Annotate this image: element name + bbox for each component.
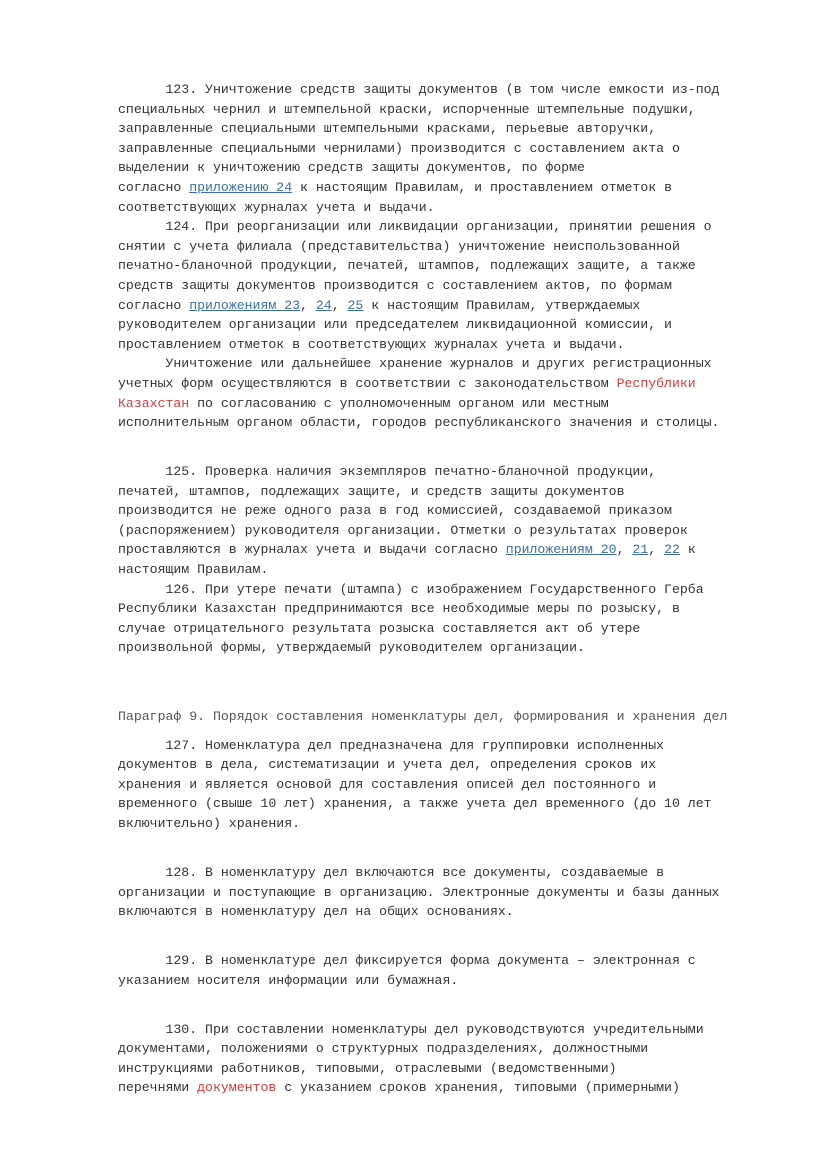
- text-line: исполнительным органом области, городов республиканского значения и столицы.: [118, 415, 720, 431]
- text-line: включительно) хранения.: [118, 815, 301, 831]
- text-fragment: к: [679, 542, 696, 558]
- text-line: документами, положениями о структурных подразделениях, должностными: [118, 1041, 649, 1057]
- text-fragment: к настоящим Правилам, утверждаемых: [363, 297, 641, 313]
- text-line: указанием носителя информации или бумажная.: [118, 972, 459, 988]
- spacer: [118, 433, 778, 462]
- text-line: средств защиты документов производится с составлением актов, по формам: [118, 277, 672, 293]
- text-fragment: перечнями: [118, 1080, 198, 1096]
- text-fragment: согласно: [118, 297, 190, 313]
- link-appendix-20[interactable]: приложениям 20: [505, 542, 617, 558]
- text-fragment: к настоящим Правилам, и проставлением отметок в: [292, 179, 672, 195]
- text-line: заправленные специальными чернилами) производится с составлением акта о: [118, 140, 680, 156]
- text-line: включаются в номенклатуру дел на общих основаниях.: [118, 904, 514, 920]
- text-line: выделении к уничтожению средств защиты документов, по форме: [118, 160, 585, 176]
- separator: ,: [300, 297, 316, 313]
- paragraph-126: [118, 580, 778, 658]
- separator: ,: [648, 542, 665, 558]
- text-line: произвольной формы, утверждаемый руководителем организации.: [118, 640, 585, 656]
- paragraph-128: [118, 863, 778, 922]
- text-line: документов в дела, систематизации и учета дел, определения сроков их: [118, 757, 657, 773]
- text-line: 126. При утере печати (штампа) с изображением Государственного Герба: [118, 581, 704, 597]
- separator: ,: [616, 542, 633, 558]
- link-appendix-21[interactable]: 21: [632, 542, 649, 558]
- text-line: настоящим Правилам.: [118, 562, 269, 578]
- spacer: [118, 922, 778, 951]
- text-line: руководителем организации или председателем ликвидационной комиссии, и: [118, 317, 672, 333]
- paragraph-124: [118, 217, 778, 354]
- text-fragment: по согласованию с уполномоченным органом или местным: [189, 395, 609, 411]
- text-line: производится не реже одного раза в год комиссией, создаваемой приказом: [118, 503, 672, 519]
- text-line: специальных чернил и штемпельной краски, испорченные штемпельные подушки,: [118, 101, 696, 117]
- text-line: организации и поступающие в организацию. Электронные документы и базы данных: [118, 884, 720, 900]
- spacer: [118, 834, 778, 863]
- text-fragment: согласно: [118, 179, 190, 195]
- spacer: [118, 727, 778, 736]
- text-line: 125. Проверка наличия экземпляров печатно-бланочной продукции,: [118, 464, 657, 480]
- text-line: Республики Казахстан предпринимаются все необходимые меры по розыску, в: [118, 601, 680, 617]
- text-line: печатно-бланочной продукции, печатей, штампов, подлежащих защите, а также: [118, 258, 696, 274]
- text-line: печатей, штампов, подлежащих защите, и средств защиты документов: [118, 483, 625, 499]
- text-line: временного (свыше 10 лет) хранения, а также учета дел временного (до 10 лет: [118, 796, 712, 812]
- paragraph-127: [118, 736, 778, 834]
- paragraph-123: [118, 80, 778, 217]
- text-line: [118, 296, 778, 316]
- text-line: 130. При составлении номенклатуры дел руководствуются учредительными: [118, 1021, 704, 1037]
- text-line: проставлением отметок в соответствующих журналах учета и выдачи.: [118, 336, 625, 352]
- spacer: [118, 687, 778, 707]
- text-line: случае отрицательного результата розыска составляется акт об утере: [118, 620, 641, 636]
- text-line: 128. В номенклатуру дел включаются все документы, создаваемые в: [118, 864, 665, 880]
- text-line: соответствующих журналах учета и выдачи.: [118, 199, 435, 215]
- link-appendix-22[interactable]: 22: [664, 542, 680, 558]
- text-fragment: с указанием сроков хранения, типовыми (примерными): [276, 1080, 680, 1096]
- text-line: (распоряжением) руководителя организации. Отметки о результатах проверок: [118, 522, 688, 538]
- text-fragment: проставляются в журналах учета и выдачи согласно: [118, 542, 506, 558]
- document-page: [118, 80, 778, 1098]
- link-republic-kazakhstan[interactable]: Республики: [616, 375, 696, 391]
- text-fragment: учетных форм осуществляются в соответствии с законодательством: [118, 375, 617, 391]
- text-line: 123. Уничтожение средств защиты документов (в том числе емкости из-под: [118, 82, 720, 97]
- text-line: 124. При реорганизации или ликвидации организации, принятии решения о: [118, 219, 712, 235]
- text-line: [118, 394, 778, 414]
- link-appendix-23[interactable]: приложениям 23: [189, 297, 301, 313]
- link-appendix-24[interactable]: приложению 24: [189, 179, 293, 195]
- text-line: Уничтожение или дальнейшее хранение журналов и других регистрационных: [118, 356, 712, 372]
- text-line: инструкциями работников, типовыми, отраслевыми (ведомственными): [118, 1060, 617, 1076]
- link-documents[interactable]: документов: [197, 1080, 277, 1096]
- separator: ,: [331, 297, 348, 313]
- text-line: 129. В номенклатуре дел фиксируется форма документа – электронная с: [118, 953, 696, 969]
- text-line: [118, 1078, 778, 1098]
- link-appendix-25[interactable]: 25: [347, 297, 364, 313]
- link-appendix-24[interactable]: 24: [315, 297, 332, 313]
- section-heading: Параграф 9. Порядок составления номенклатуры дел, формирования и хранения дел: [118, 709, 728, 724]
- spacer: [118, 658, 778, 687]
- text-line: [118, 374, 778, 394]
- link-republic-kazakhstan[interactable]: Казахстан: [118, 395, 190, 411]
- text-line: снятии с учета филиала (представительства) уничтожение неиспользованной: [118, 238, 680, 254]
- paragraph-129: [118, 951, 778, 990]
- text-line: 127. Номенклатура дел предназначена для группировки исполненных: [118, 737, 665, 753]
- spacer: [118, 990, 778, 1019]
- text-line: хранения и является основой для составления описей дел постоянного и: [118, 776, 657, 792]
- text-line: [118, 540, 778, 560]
- text-line: [118, 178, 778, 198]
- paragraph-125: [118, 462, 778, 580]
- paragraph-130: [118, 1020, 778, 1098]
- paragraph-124-continuation: [118, 354, 778, 432]
- text-line: заправленные специальными штемпельными красками, перьевые авторучки,: [118, 121, 657, 137]
